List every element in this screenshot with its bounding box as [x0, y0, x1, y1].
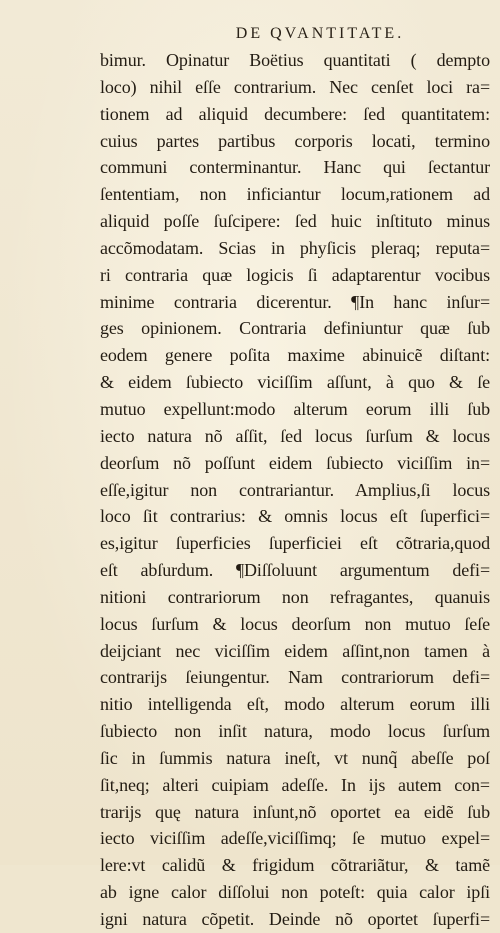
text-line: eodem genere poſita maxime abinuicẽ diſtant:: [100, 345, 490, 366]
text-line: nitio intelligenda eſt, modo alterum eorum illi: [100, 694, 490, 715]
text-line: eſſe,igitur non contrariantur. Amplius,ſi locus: [100, 479, 490, 500]
text-line: accõmodatam. Scias in phyſicis pleraq; reputa=: [100, 237, 490, 258]
text-line: loco ſit contrarius: & omnis locus eſt ſuperfici=: [100, 506, 490, 527]
text-line: mutuo expellunt:modo alterum eorum illi ſub: [100, 398, 490, 419]
text-line: tionem ad aliquid decumbere: ſed quantitatem:: [100, 103, 490, 124]
body-text: [100, 47, 490, 933]
text-line: cuius partes partibus corporis locati, termino: [100, 130, 490, 151]
text-line: ſubiecto non inſit natura, modo locus ſurſum: [100, 721, 490, 742]
text-line: ſit,neq; alteri cuipiam adeſſe. In ijs autem con=: [100, 774, 490, 795]
text-line: lere:vt calidũ & frigidum cõtrariãtur, & tamẽ: [100, 855, 490, 876]
text-line: nitioni contrariorum non refragantes, quanuis: [100, 586, 490, 607]
running-head: [0, 22, 500, 46]
text-line: locus ſurſum & locus deorſum non mutuo ſeſe: [100, 613, 490, 634]
text-line: iecto natura nõ aſſit, ſed locus ſurſum & locus: [100, 425, 490, 446]
text-line: ab igne calor diſſolui non poteſt: quia calor ipſi: [100, 882, 490, 903]
text-line: loco) nihil eſſe contrarium. Nec cenſet loci ra=: [100, 76, 490, 97]
text-line: iecto viciſſim adeſſe,viciſſimq; ſe mutuo expel=: [100, 828, 490, 849]
text-line: communi conterminantur. Hanc qui ſectantur: [100, 157, 490, 178]
text-line: minime contraria dicerentur. ¶In hanc inſur=: [100, 291, 490, 312]
text-line: ſententiam, non inficiantur locum,rationem ad: [100, 184, 490, 205]
text-line: es,igitur ſuperficies ſuperficiei eſt cõtraria,quod: [100, 533, 490, 554]
text-line: & eidem ſubiecto viciſſim aſſunt, à quo & ſe: [100, 372, 490, 393]
text-line: contrarijs ſeiungentur. Nam contrariorum defi=: [100, 667, 490, 688]
text-line: ſic in ſummis natura ineſt, vt nunq̃ abeſſe poſ: [100, 747, 490, 768]
text-line: eſt abſurdum. ¶Diſſoluunt argumentum defi=: [100, 560, 490, 581]
text-line: deorſum nõ poſſunt eidem ſubiecto viciſſim in=: [100, 452, 490, 473]
text-line: ri contraria quæ logicis ſi adaptarentur vocibus: [100, 264, 490, 285]
text-line: deijciant nec viciſſim eidem aſſint,non tamen à: [100, 640, 490, 661]
text-line: igni natura cõpetit. Deinde nõ oportet ſuperfi=: [100, 909, 490, 929]
text-line: trarijs quę natura inſunt,nõ oportet ea eidẽ ſub: [100, 801, 490, 822]
text-line: aliquid poſſe ſuſcipere: ſed huic inſtituto minus: [100, 211, 490, 232]
running-head-text: DE QVANTITATE.: [235, 25, 405, 42]
text-line: ges opinionem. Contraria definiuntur quæ ſub: [100, 318, 490, 339]
text-line: bimur. Opinatur Boëtius quantitati ( dempto: [100, 50, 490, 70]
